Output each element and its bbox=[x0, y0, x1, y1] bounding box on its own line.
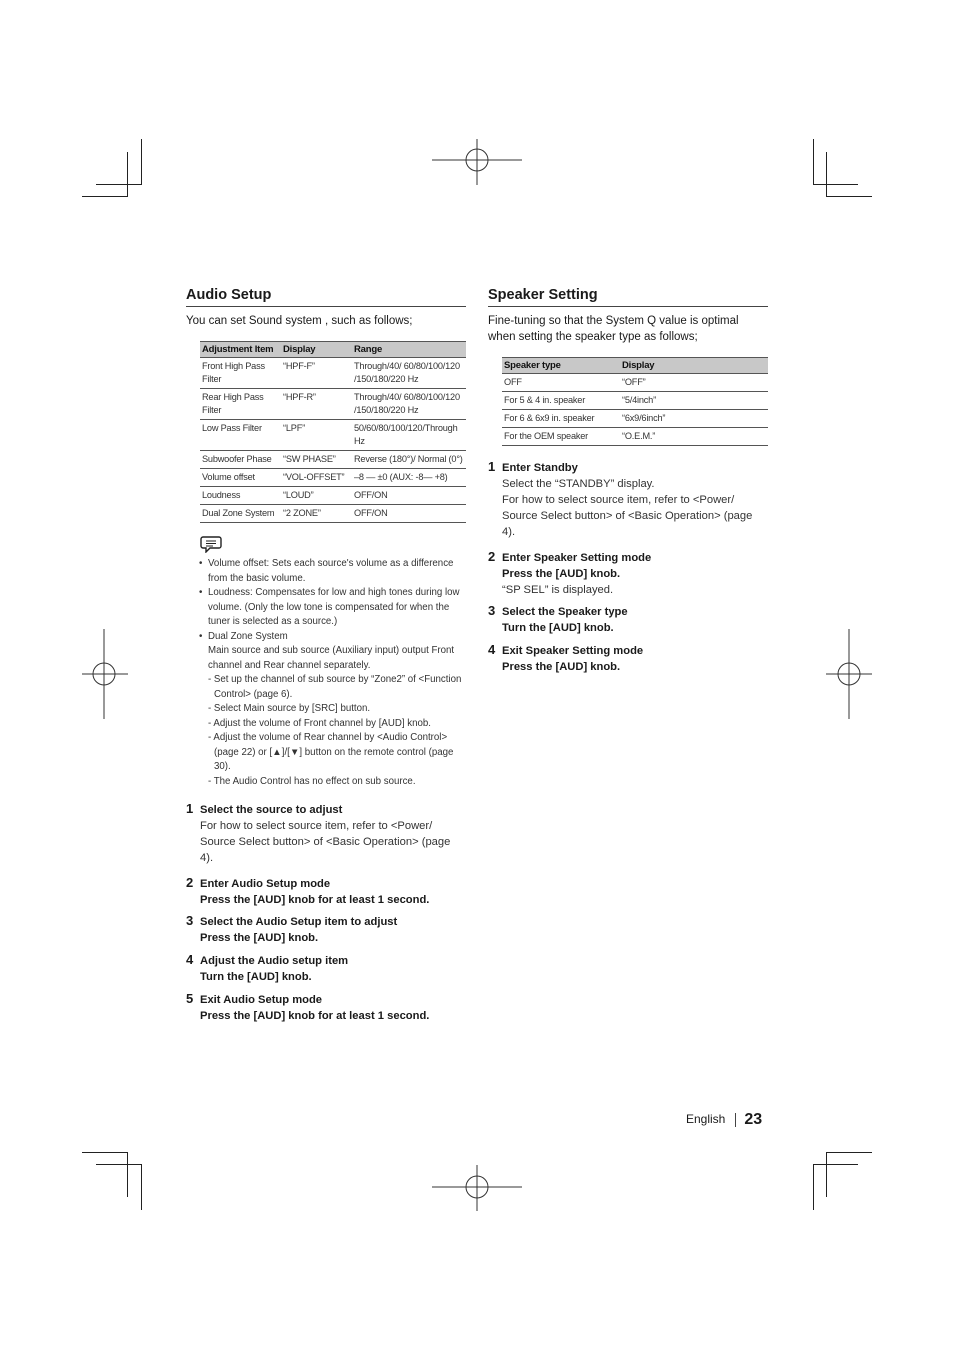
step-action: Press the [AUD] knob. bbox=[502, 568, 621, 580]
audio-setup-title: Audio Setup bbox=[186, 287, 466, 307]
crop-mark bbox=[127, 1152, 128, 1197]
table-header-row bbox=[502, 358, 768, 374]
step-title: Adjust the Audio setup item bbox=[200, 955, 349, 967]
table-cell: “LPF” bbox=[281, 420, 352, 451]
table-cell: OFF/ON bbox=[352, 505, 466, 523]
table-row bbox=[502, 428, 768, 446]
table-cell: “5/4inch” bbox=[620, 392, 768, 410]
speaker-type-table bbox=[502, 357, 768, 446]
table-row bbox=[200, 469, 466, 487]
note-sub-item: - Set up the channel of sub source by “Zone2” of <Function Control> (page 6). bbox=[208, 674, 462, 700]
table-cell: OFF/ON bbox=[352, 487, 466, 505]
table-row bbox=[502, 374, 768, 392]
note-sub-item: - Adjust the volume of Front channel by [AUD] knob. bbox=[208, 717, 431, 729]
table-cell: For 5 & 4 in. speaker bbox=[502, 392, 620, 410]
table-header-row bbox=[200, 342, 466, 358]
crop-mark bbox=[826, 1152, 827, 1197]
step-action: Press the [AUD] knob. bbox=[502, 661, 621, 673]
table-row bbox=[200, 505, 466, 523]
notes-list bbox=[186, 557, 466, 789]
step-action: Press the [AUD] knob. bbox=[200, 932, 319, 944]
crop-mark bbox=[813, 1164, 814, 1210]
table-cell: Rear High Pass Filter bbox=[200, 389, 281, 420]
step-title: Select the Speaker type bbox=[502, 606, 628, 618]
step-number: 2 bbox=[186, 875, 194, 890]
step-number: 3 bbox=[488, 603, 496, 618]
step bbox=[488, 460, 768, 540]
page-footer bbox=[686, 1111, 762, 1129]
crop-mark bbox=[141, 139, 142, 185]
step-description: “SP SEL” is displayed. bbox=[502, 584, 614, 596]
step-action: Turn the [AUD] knob. bbox=[502, 622, 614, 634]
step bbox=[488, 604, 768, 636]
table-cell: Reverse (180°)/ Normal (0°) bbox=[352, 451, 466, 469]
table-cell: –8 — ±0 (AUX: -8— +8) bbox=[352, 469, 466, 487]
table-header: Adjustment Item bbox=[200, 342, 281, 358]
page-number: 23 bbox=[744, 1111, 763, 1128]
table-row bbox=[502, 410, 768, 428]
step-title: Select the source to adjust bbox=[200, 804, 343, 816]
table-cell: Volume offset bbox=[200, 469, 281, 487]
crop-mark bbox=[96, 184, 141, 185]
step-action: Press the [AUD] knob for at least 1 second. bbox=[200, 894, 430, 906]
speaker-setting-section bbox=[488, 287, 768, 675]
table-cell: For the OEM speaker bbox=[502, 428, 620, 446]
audio-setup-table bbox=[200, 341, 466, 523]
step bbox=[186, 914, 466, 946]
step bbox=[186, 992, 466, 1024]
table-row bbox=[200, 487, 466, 505]
step-title: Select the Audio Setup item to adjust bbox=[200, 916, 398, 928]
table-row bbox=[200, 389, 466, 420]
step-description: For how to select source item, refer to <Power/ Source Select button> of <Basic Operation> (page 4). bbox=[200, 820, 451, 864]
step-number: 1 bbox=[488, 459, 496, 474]
speaker-setting-title: Speaker Setting bbox=[488, 287, 768, 307]
table-cell: Dual Zone System bbox=[200, 505, 281, 523]
crop-mark bbox=[82, 196, 128, 197]
step-number: 1 bbox=[186, 801, 194, 816]
note-item: • Dual Zone System bbox=[200, 630, 466, 645]
step-description: For how to select source item, refer to <Power/ Source Select button> of <Basic Operation> (page 4). bbox=[502, 494, 753, 538]
table-row bbox=[200, 358, 466, 389]
table-cell: Low Pass Filter bbox=[200, 420, 281, 451]
step-title: Exit Audio Setup mode bbox=[200, 994, 323, 1006]
step bbox=[488, 550, 768, 598]
note-item: • Loudness: Compensates for low and high tones during low volume. (Only the low tone is compensated for when the tuner is selected as a source.) bbox=[200, 586, 466, 630]
step-number: 3 bbox=[186, 913, 194, 928]
crop-mark bbox=[826, 196, 872, 197]
table-cell: Front High Pass Filter bbox=[200, 358, 281, 389]
table-cell: 50/60/80/100/120/Through Hz bbox=[352, 420, 466, 451]
table-cell: “OFF” bbox=[620, 374, 768, 392]
crop-mark bbox=[813, 139, 814, 185]
note-item: • Volume offset: Sets each source's volume as a difference from the basic volume. bbox=[200, 557, 466, 586]
crop-mark bbox=[813, 184, 858, 185]
table-cell: “LOUD” bbox=[281, 487, 352, 505]
note-text: Main source and sub source (Auxiliary input) output Front channel and Rear channel separately. bbox=[208, 645, 455, 671]
table-row bbox=[200, 451, 466, 469]
registration-mark-icon bbox=[826, 629, 872, 719]
registration-mark-icon bbox=[432, 1165, 522, 1211]
table-row bbox=[502, 392, 768, 410]
registration-mark-icon bbox=[432, 139, 522, 185]
crop-mark bbox=[82, 1152, 128, 1153]
crop-mark bbox=[141, 1164, 142, 1210]
step-title: Exit Speaker Setting mode bbox=[502, 645, 644, 657]
step-number: 4 bbox=[186, 952, 194, 967]
table-cell: “HPF-F” bbox=[281, 358, 352, 389]
table-cell: “VOL-OFFSET” bbox=[281, 469, 352, 487]
table-row bbox=[200, 420, 466, 451]
step-title: Enter Standby bbox=[502, 462, 578, 474]
audio-setup-section bbox=[186, 287, 466, 1024]
note-sub-item: - The Audio Control has no effect on sub source. bbox=[208, 775, 416, 787]
step bbox=[488, 643, 768, 675]
footer-divider bbox=[735, 1113, 736, 1127]
table-cell: “2 ZONE” bbox=[281, 505, 352, 523]
step bbox=[186, 953, 466, 985]
table-header: Display bbox=[281, 342, 352, 358]
crop-mark bbox=[127, 152, 128, 197]
step bbox=[186, 876, 466, 908]
table-cell: Loudness bbox=[200, 487, 281, 505]
step-number: 2 bbox=[488, 549, 496, 564]
crop-mark bbox=[96, 1164, 141, 1165]
crop-mark bbox=[813, 1164, 858, 1165]
step-description: Select the “STANDBY” display. bbox=[502, 478, 655, 490]
registration-mark-icon bbox=[82, 629, 128, 719]
table-cell: OFF bbox=[502, 374, 620, 392]
step bbox=[186, 802, 466, 866]
table-cell: For 6 & 6x9 in. speaker bbox=[502, 410, 620, 428]
note-sub-item: - Select Main source by [SRC] button. bbox=[208, 703, 371, 714]
language-label: English bbox=[686, 1112, 726, 1127]
table-header: Speaker type bbox=[502, 358, 620, 374]
table-cell: Through/40/ 60/80/100/120 /150/180/220 Hz bbox=[352, 358, 466, 389]
speaker-setting-intro: Fine-tuning so that the System Q value is optimal when setting the speaker type as follows; bbox=[488, 315, 739, 343]
table-cell: Subwoofer Phase bbox=[200, 451, 281, 469]
crop-mark bbox=[826, 1152, 872, 1153]
step-action: Turn the [AUD] knob. bbox=[200, 971, 312, 983]
table-cell: “6x9/6inch” bbox=[620, 410, 768, 428]
audio-setup-intro: You can set Sound system , such as follows; bbox=[186, 315, 413, 327]
table-cell: Through/40/ 60/80/100/120 /150/180/220 Hz bbox=[352, 389, 466, 420]
table-cell: “O.E.M.” bbox=[620, 428, 768, 446]
step-number: 5 bbox=[186, 991, 194, 1006]
step-action: Press the [AUD] knob for at least 1 second. bbox=[200, 1010, 430, 1022]
table-cell: “HPF-R” bbox=[281, 389, 352, 420]
table-cell: “SW PHASE” bbox=[281, 451, 352, 469]
crop-mark bbox=[826, 152, 827, 197]
step-title: Enter Audio Setup mode bbox=[200, 878, 331, 890]
step-title: Enter Speaker Setting mode bbox=[502, 552, 652, 564]
note-sub-item: - Adjust the volume of Rear channel by <Audio Control> (page 22) or [▲]/[▼] button on the remote control (page 30). bbox=[208, 732, 454, 772]
table-header: Range bbox=[352, 342, 466, 358]
table-header: Display bbox=[620, 358, 768, 374]
note-icon bbox=[200, 535, 222, 553]
step-number: 4 bbox=[488, 642, 496, 657]
